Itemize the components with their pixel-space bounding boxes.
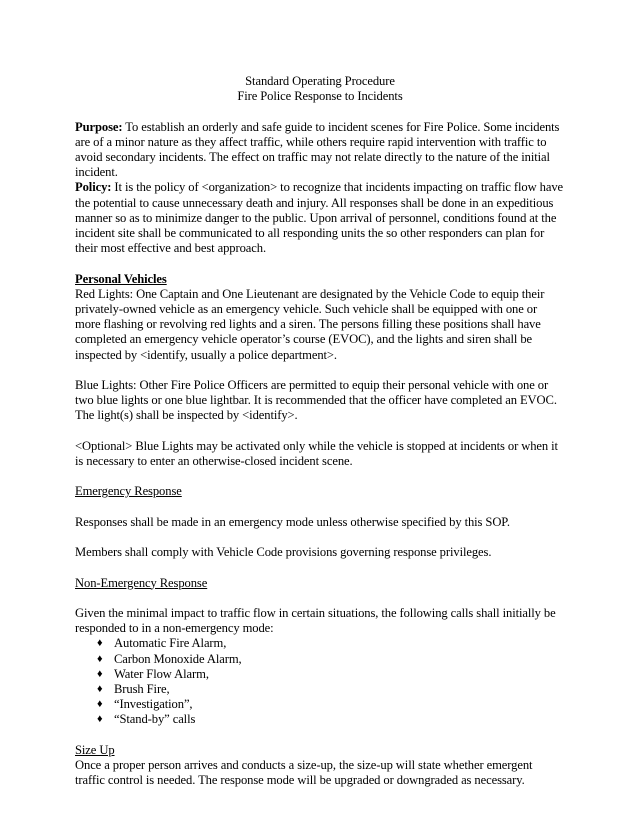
title-line-1: Standard Operating Procedure: [245, 74, 395, 88]
emergency-response-paragraph-1: Responses shall be made in an emergency mode unless otherwise specified by this SOP.: [75, 514, 510, 529]
red-lights-paragraph: Red Lights: One Captain and One Lieutenant are designated by the Vehicle Code to equip their privately-owned vehicle as an emergency vehicle. Such vehicle shall be equipped with one or more flashing or revolving red lights and a siren. The persons filling these positions shall have completed an emergency vehicle operator’s course (EVOC), and the lights and siren shall be inspected by <identify, usually a police department>.: [75, 286, 545, 362]
diamond-bullet-icon: ♦: [97, 682, 103, 695]
list-item-text: Automatic Fire Alarm,: [114, 636, 227, 651]
diamond-bullet-icon: ♦: [97, 713, 103, 726]
optional-paragraph: <Optional> Blue Lights may be activated only while the vehicle is stopped at incidents or when it is necessary to enter an otherwise-closed incident scene.: [75, 438, 558, 469]
list-item-text: Water Flow Alarm,: [114, 666, 209, 681]
personal-vehicles-heading: Personal Vehicles: [75, 271, 167, 286]
purpose-paragraph: [75, 120, 565, 181]
list-item-text: “Stand-by” calls: [114, 712, 196, 727]
policy-text: It is the policy of <organization> to recognize that incidents impacting on traffic flow have the potential to cause unnecessary death and injury. All responses shall be done in an expeditious manner so as to minimize danger to the public. Upon arrival of personnel, conditions found at the incident site shall be communicated to all responding units the so other responders can plan for their most effective and best approach.: [75, 180, 564, 256]
policy-paragraph: [75, 180, 565, 256]
diamond-bullet-icon: ♦: [97, 667, 103, 680]
diamond-bullet-icon: ♦: [97, 652, 103, 665]
blue-lights-paragraph: Blue Lights: Other Fire Police Officers are permitted to equip their personal vehicle with one or two blue lights or one blue lightbar. It is recommended that the officer have completed an EVOC. The light(s) shall be inspected by <identify>.: [75, 378, 557, 423]
non-emergency-response-heading: Non-Emergency Response: [75, 575, 208, 590]
size-up-paragraph: Once a proper person arrives and conducts a size-up, the size-up will state whether emergent traffic control is needed. The response mode will be upgraded or downgraded as necessary.: [75, 757, 533, 788]
title-line-2: Fire Police Response to Incidents: [237, 89, 403, 104]
list-item-text: Brush Fire,: [114, 681, 170, 696]
list-item: [97, 712, 565, 727]
document-title: [75, 74, 565, 104]
non-emergency-call-list: [75, 636, 565, 727]
emergency-response-heading: Emergency Response: [75, 484, 182, 499]
list-item: [97, 636, 565, 651]
list-item-text: “Investigation”,: [114, 697, 193, 712]
policy-label: Policy:: [75, 180, 112, 195]
list-item: [97, 667, 565, 682]
list-item: [97, 682, 565, 697]
list-item: [97, 697, 565, 712]
list-item: [97, 652, 565, 667]
diamond-bullet-icon: ♦: [97, 698, 103, 711]
purpose-label: Purpose:: [75, 119, 123, 134]
list-item-text: Carbon Monoxide Alarm,: [114, 651, 242, 666]
non-emergency-intro: Given the minimal impact to traffic flow in certain situations, the following calls shall initially be responded to in a non-emergency mode:: [75, 605, 556, 636]
emergency-response-paragraph-2: Members shall comply with Vehicle Code provisions governing response privileges.: [75, 545, 492, 560]
purpose-text: To establish an orderly and safe guide to incident scenes for Fire Police. Some incidents are of a minor nature as they affect traffic, while others require rapid intervention with traffic to avoid secondary incidents. The effect on traffic may not relate directly to the nature of the initial incident.: [75, 119, 560, 180]
document-page: [75, 74, 565, 788]
diamond-bullet-icon: ♦: [97, 637, 103, 650]
size-up-heading: Size Up: [75, 742, 115, 757]
